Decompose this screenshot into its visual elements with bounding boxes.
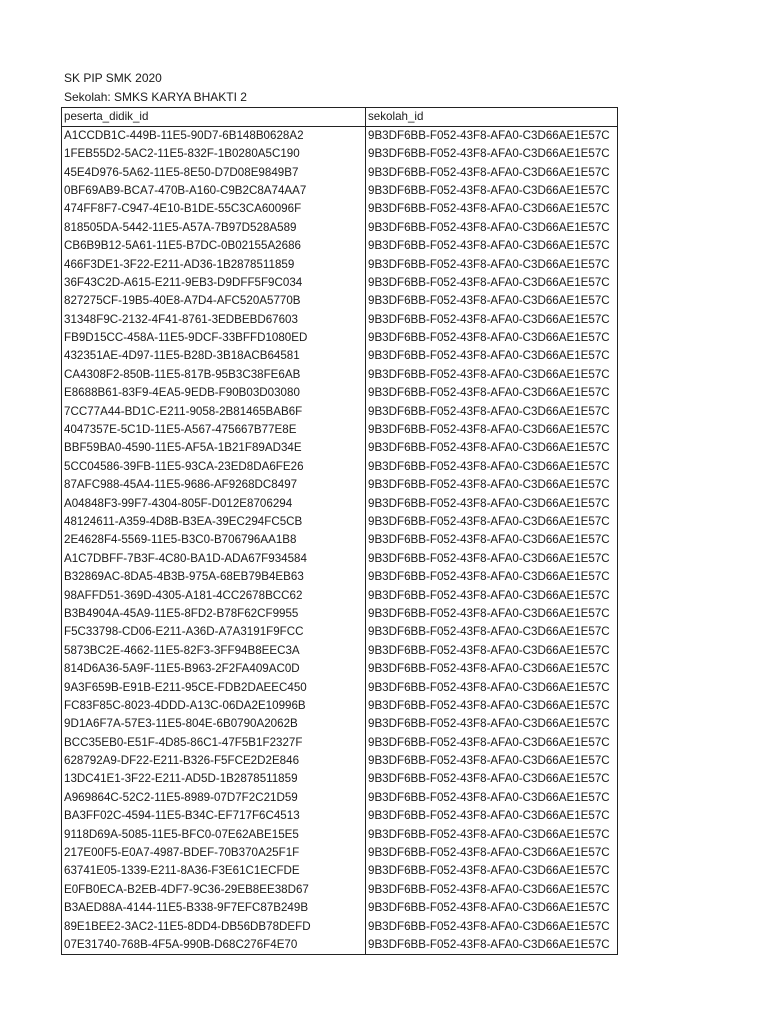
table-row [62, 200, 618, 218]
cell-peserta-didik-id: 0BF69AB9-BCA7-470B-A160-C9B2C8A74AA7 [62, 182, 366, 200]
cell-peserta-didik-id: FB9D15CC-458A-11E5-9DCF-33BFFD1080ED [62, 329, 366, 347]
cell-peserta-didik-id: 9A3F659B-E91B-E211-95CE-FDB2DAEEC450 [62, 678, 366, 696]
cell-sekolah-id: 9B3DF6BB-F052-43F8-AFA0-C3D66AE1E57C [366, 752, 618, 770]
table-row [62, 439, 618, 457]
table-row [62, 734, 618, 752]
cell-peserta-didik-id: BBF59BA0-4590-11E5-AF5A-1B21F89AD34E [62, 439, 366, 457]
cell-sekolah-id: 9B3DF6BB-F052-43F8-AFA0-C3D66AE1E57C [366, 439, 618, 457]
cell-sekolah-id: 9B3DF6BB-F052-43F8-AFA0-C3D66AE1E57C [366, 862, 618, 880]
cell-sekolah-id: 9B3DF6BB-F052-43F8-AFA0-C3D66AE1E57C [366, 642, 618, 660]
table-row [62, 513, 618, 531]
table-row [62, 311, 618, 329]
cell-peserta-didik-id: E0FB0ECA-B2EB-4DF7-9C36-29EB8EE38D67 [62, 881, 366, 899]
cell-peserta-didik-id: 07E31740-768B-4F5A-990B-D68C276F4E70 [62, 936, 366, 955]
table-row [62, 163, 618, 181]
cell-peserta-didik-id: 36F43C2D-A615-E211-9EB3-D9DFF5F9C034 [62, 274, 366, 292]
cell-peserta-didik-id: 98AFFD51-369D-4305-A181-4CC2678BCC62 [62, 586, 366, 604]
cell-sekolah-id: 9B3DF6BB-F052-43F8-AFA0-C3D66AE1E57C [366, 366, 618, 384]
cell-sekolah-id: 9B3DF6BB-F052-43F8-AFA0-C3D66AE1E57C [366, 678, 618, 696]
table-row [62, 494, 618, 512]
cell-sekolah-id: 9B3DF6BB-F052-43F8-AFA0-C3D66AE1E57C [366, 770, 618, 788]
cell-sekolah-id: 9B3DF6BB-F052-43F8-AFA0-C3D66AE1E57C [366, 586, 618, 604]
cell-sekolah-id: 9B3DF6BB-F052-43F8-AFA0-C3D66AE1E57C [366, 421, 618, 439]
table-row [62, 237, 618, 255]
cell-peserta-didik-id: A04848F3-99F7-4304-805F-D012E8706294 [62, 494, 366, 512]
table-row [62, 421, 618, 439]
cell-sekolah-id: 9B3DF6BB-F052-43F8-AFA0-C3D66AE1E57C [366, 237, 618, 255]
table-row [62, 881, 618, 899]
cell-sekolah-id: 9B3DF6BB-F052-43F8-AFA0-C3D66AE1E57C [366, 402, 618, 420]
cell-peserta-didik-id: 628792A9-DF22-E211-B326-F5FCE2D2E846 [62, 752, 366, 770]
cell-peserta-didik-id: BA3FF02C-4594-11E5-B34C-EF717F6C4513 [62, 807, 366, 825]
cell-sekolah-id: 9B3DF6BB-F052-43F8-AFA0-C3D66AE1E57C [366, 789, 618, 807]
table-row [62, 531, 618, 549]
cell-sekolah-id: 9B3DF6BB-F052-43F8-AFA0-C3D66AE1E57C [366, 274, 618, 292]
cell-sekolah-id: 9B3DF6BB-F052-43F8-AFA0-C3D66AE1E57C [366, 347, 618, 365]
cell-sekolah-id: 9B3DF6BB-F052-43F8-AFA0-C3D66AE1E57C [366, 531, 618, 549]
table-row [62, 862, 618, 880]
cell-sekolah-id: 9B3DF6BB-F052-43F8-AFA0-C3D66AE1E57C [366, 568, 618, 586]
cell-peserta-didik-id: A1CCDB1C-449B-11E5-90D7-6B148B0628A2 [62, 127, 366, 146]
school-name-line: Sekolah: SMKS KARYA BHAKTI 2 [64, 90, 247, 104]
cell-sekolah-id: 9B3DF6BB-F052-43F8-AFA0-C3D66AE1E57C [366, 476, 618, 494]
cell-sekolah-id: 9B3DF6BB-F052-43F8-AFA0-C3D66AE1E57C [366, 623, 618, 641]
cell-peserta-didik-id: CB6B9B12-5A61-11E5-B7DC-0B02155A2686 [62, 237, 366, 255]
cell-peserta-didik-id: 217E00F5-E0A7-4987-BDEF-70B370A25F1F [62, 844, 366, 862]
cell-sekolah-id: 9B3DF6BB-F052-43F8-AFA0-C3D66AE1E57C [366, 255, 618, 273]
cell-sekolah-id: 9B3DF6BB-F052-43F8-AFA0-C3D66AE1E57C [366, 163, 618, 181]
table-row [62, 347, 618, 365]
table-body [62, 127, 618, 955]
table-row [62, 605, 618, 623]
cell-peserta-didik-id: CA4308F2-850B-11E5-817B-95B3C38FE6AB [62, 366, 366, 384]
table-row [62, 476, 618, 494]
table-row [62, 586, 618, 604]
cell-peserta-didik-id: 9118D69A-5085-11E5-BFC0-07E62ABE15E5 [62, 825, 366, 843]
cell-sekolah-id: 9B3DF6BB-F052-43F8-AFA0-C3D66AE1E57C [366, 660, 618, 678]
student-table [61, 107, 618, 955]
cell-peserta-didik-id: 814D6A36-5A9F-11E5-B963-2F2FA409AC0D [62, 660, 366, 678]
cell-sekolah-id: 9B3DF6BB-F052-43F8-AFA0-C3D66AE1E57C [366, 219, 618, 237]
table-row [62, 219, 618, 237]
cell-sekolah-id: 9B3DF6BB-F052-43F8-AFA0-C3D66AE1E57C [366, 127, 618, 146]
cell-peserta-didik-id: 818505DA-5442-11E5-A57A-7B97D528A589 [62, 219, 366, 237]
table-row [62, 807, 618, 825]
table-row [62, 936, 618, 955]
cell-peserta-didik-id: 432351AE-4D97-11E5-B28D-3B18ACB64581 [62, 347, 366, 365]
cell-peserta-didik-id: 87AFC988-45A4-11E5-9686-AF9268DC8497 [62, 476, 366, 494]
cell-sekolah-id: 9B3DF6BB-F052-43F8-AFA0-C3D66AE1E57C [366, 825, 618, 843]
cell-peserta-didik-id: 45E4D976-5A62-11E5-8E50-D7D08E9849B7 [62, 163, 366, 181]
cell-peserta-didik-id: 7CC77A44-BD1C-E211-9058-2B81465BAB6F [62, 402, 366, 420]
cell-sekolah-id: 9B3DF6BB-F052-43F8-AFA0-C3D66AE1E57C [366, 458, 618, 476]
table-row [62, 274, 618, 292]
table-row [62, 384, 618, 402]
table-row [62, 917, 618, 935]
cell-sekolah-id: 9B3DF6BB-F052-43F8-AFA0-C3D66AE1E57C [366, 936, 618, 955]
cell-sekolah-id: 9B3DF6BB-F052-43F8-AFA0-C3D66AE1E57C [366, 200, 618, 218]
cell-sekolah-id: 9B3DF6BB-F052-43F8-AFA0-C3D66AE1E57C [366, 734, 618, 752]
cell-peserta-didik-id: B3B4904A-45A9-11E5-8FD2-B78F62CF9955 [62, 605, 366, 623]
cell-peserta-didik-id: F5C33798-CD06-E211-A36D-A7A3191F9FCC [62, 623, 366, 641]
cell-sekolah-id: 9B3DF6BB-F052-43F8-AFA0-C3D66AE1E57C [366, 494, 618, 512]
cell-peserta-didik-id: A969864C-52C2-11E5-8989-07D7F2C21D59 [62, 789, 366, 807]
cell-sekolah-id: 9B3DF6BB-F052-43F8-AFA0-C3D66AE1E57C [366, 807, 618, 825]
cell-sekolah-id: 9B3DF6BB-F052-43F8-AFA0-C3D66AE1E57C [366, 311, 618, 329]
cell-peserta-didik-id: A1C7DBFF-7B3F-4C80-BA1D-ADA67F934584 [62, 550, 366, 568]
cell-peserta-didik-id: 827275CF-19B5-40E8-A7D4-AFC520A5770B [62, 292, 366, 310]
cell-peserta-didik-id: 2E4628F4-5569-11E5-B3C0-B706796AA1B8 [62, 531, 366, 549]
cell-peserta-didik-id: 48124611-A359-4D8B-B3EA-39EC294FC5CB [62, 513, 366, 531]
cell-peserta-didik-id: 89E1BEE2-3AC2-11E5-8DD4-DB56DB78DEFD [62, 917, 366, 935]
column-header-sekolah-id: sekolah_id [366, 108, 618, 127]
cell-sekolah-id: 9B3DF6BB-F052-43F8-AFA0-C3D66AE1E57C [366, 605, 618, 623]
cell-sekolah-id: 9B3DF6BB-F052-43F8-AFA0-C3D66AE1E57C [366, 145, 618, 163]
cell-peserta-didik-id: 466F3DE1-3F22-E211-AD36-1B2878511859 [62, 255, 366, 273]
cell-peserta-didik-id: 5CC04586-39FB-11E5-93CA-23ED8DA6FE26 [62, 458, 366, 476]
table-row [62, 697, 618, 715]
cell-peserta-didik-id: BCC35EB0-E51F-4D85-86C1-47F5B1F2327F [62, 734, 366, 752]
table-row [62, 182, 618, 200]
table-row [62, 770, 618, 788]
table-row [62, 678, 618, 696]
table-row [62, 402, 618, 420]
table-row [62, 550, 618, 568]
table-row [62, 255, 618, 273]
cell-peserta-didik-id: 63741E05-1339-E211-8A36-F3E61C1ECFDE [62, 862, 366, 880]
cell-sekolah-id: 9B3DF6BB-F052-43F8-AFA0-C3D66AE1E57C [366, 881, 618, 899]
table-row [62, 642, 618, 660]
table-row [62, 899, 618, 917]
table-row [62, 844, 618, 862]
cell-peserta-didik-id: 4047357E-5C1D-11E5-A567-475667B77E8E [62, 421, 366, 439]
table-row [62, 127, 618, 146]
table-row [62, 752, 618, 770]
cell-peserta-didik-id: E8688B61-83F9-4EA5-9EDB-F90B03D03080 [62, 384, 366, 402]
table-row [62, 329, 618, 347]
table-row [62, 145, 618, 163]
cell-peserta-didik-id: 31348F9C-2132-4F41-8761-3EDBEBD67603 [62, 311, 366, 329]
cell-peserta-didik-id: 5873BC2E-4662-11E5-82F3-3FF94B8EEC3A [62, 642, 366, 660]
cell-sekolah-id: 9B3DF6BB-F052-43F8-AFA0-C3D66AE1E57C [366, 292, 618, 310]
table-row [62, 568, 618, 586]
cell-sekolah-id: 9B3DF6BB-F052-43F8-AFA0-C3D66AE1E57C [366, 697, 618, 715]
table-row [62, 458, 618, 476]
cell-peserta-didik-id: B32869AC-8DA5-4B3B-975A-68EB79B4EB63 [62, 568, 366, 586]
table-row [62, 825, 618, 843]
table-row [62, 715, 618, 733]
cell-sekolah-id: 9B3DF6BB-F052-43F8-AFA0-C3D66AE1E57C [366, 329, 618, 347]
cell-sekolah-id: 9B3DF6BB-F052-43F8-AFA0-C3D66AE1E57C [366, 182, 618, 200]
cell-sekolah-id: 9B3DF6BB-F052-43F8-AFA0-C3D66AE1E57C [366, 550, 618, 568]
cell-peserta-didik-id: 9D1A6F7A-57E3-11E5-804E-6B0790A2062B [62, 715, 366, 733]
cell-peserta-didik-id: 1FEB55D2-5AC2-11E5-832F-1B0280A5C190 [62, 145, 366, 163]
table-row [62, 366, 618, 384]
cell-peserta-didik-id: B3AED88A-4144-11E5-B338-9F7EFC87B249B [62, 899, 366, 917]
cell-sekolah-id: 9B3DF6BB-F052-43F8-AFA0-C3D66AE1E57C [366, 899, 618, 917]
table-row [62, 623, 618, 641]
table-row [62, 292, 618, 310]
column-header-peserta-didik-id: peserta_didik_id [62, 108, 366, 127]
document-title: SK PIP SMK 2020 [64, 71, 162, 85]
cell-sekolah-id: 9B3DF6BB-F052-43F8-AFA0-C3D66AE1E57C [366, 917, 618, 935]
cell-sekolah-id: 9B3DF6BB-F052-43F8-AFA0-C3D66AE1E57C [366, 715, 618, 733]
table-row [62, 789, 618, 807]
cell-peserta-didik-id: 474FF8F7-C947-4E10-B1DE-55C3CA60096F [62, 200, 366, 218]
cell-sekolah-id: 9B3DF6BB-F052-43F8-AFA0-C3D66AE1E57C [366, 513, 618, 531]
cell-peserta-didik-id: FC83F85C-8023-4DDD-A13C-06DA2E10996B [62, 697, 366, 715]
table-row [62, 660, 618, 678]
cell-sekolah-id: 9B3DF6BB-F052-43F8-AFA0-C3D66AE1E57C [366, 844, 618, 862]
table-header-row [62, 108, 618, 127]
cell-peserta-didik-id: 13DC41E1-3F22-E211-AD5D-1B2878511859 [62, 770, 366, 788]
cell-sekolah-id: 9B3DF6BB-F052-43F8-AFA0-C3D66AE1E57C [366, 384, 618, 402]
